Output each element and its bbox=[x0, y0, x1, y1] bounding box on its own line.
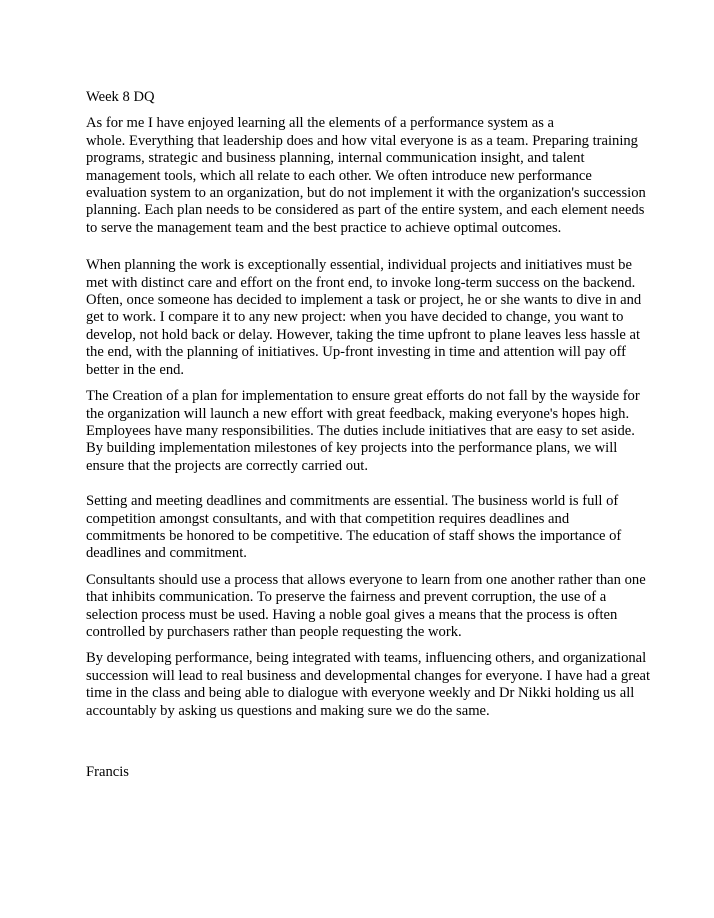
paragraph-2 bbox=[86, 257, 642, 379]
text-line: Often, once someone has decided to implement a task or project, he or she wants to dive in and bbox=[86, 292, 642, 309]
text-line: time in the class and being able to dialogue with everyone weekly and Dr Nikki holding us all bbox=[86, 685, 635, 702]
text-line: controlled by purchasers rather than people requesting the work. bbox=[86, 623, 462, 640]
text-line: succession will lead to real business and developmental changes for everyone. I have had a great bbox=[86, 667, 651, 684]
text-line: By building implementation milestones of key projects into the performance plans, we will bbox=[86, 440, 618, 457]
text-line: that inhibits communication. To preserve the fairness and prevent corruption, the use of a bbox=[86, 589, 607, 606]
text-line: commitments be honored to be competitive. The education of staff shows the importance of bbox=[86, 527, 622, 544]
text-line: whole. Everything that leadership does and how vital everyone is as a team. Preparing training bbox=[86, 132, 638, 149]
text-line: evaluation system to an organization, but do not implement it with the organization's succession bbox=[86, 185, 646, 202]
text-line: When planning the work is exceptionally essential, individual projects and initiatives must be bbox=[86, 257, 632, 274]
text-line: programs, strategic and business planning, internal communication insight, and talent bbox=[86, 150, 585, 167]
text-line: better in the end. bbox=[86, 361, 185, 378]
text-line: the end, with the planning of initiatives. Up-front investing in time and attention will pay off bbox=[86, 344, 627, 361]
text-line: ensure that the projects are correctly carried out. bbox=[86, 457, 369, 474]
text-line: develop, not hold back or delay. However, taking the time upfront to plane leaves less hassle at bbox=[86, 326, 641, 343]
text-line: get to work. I compare it to any new project: when you have decided to change, you want to bbox=[86, 309, 624, 326]
text-line: selection process must be used. Having a noble goal gives a means that the process is often bbox=[86, 606, 618, 623]
paragraph-5 bbox=[86, 571, 646, 642]
signature: Francis bbox=[86, 764, 129, 780]
text-line: to serve the management team and the best practice to achieve optimal outcomes. bbox=[86, 219, 562, 236]
text-line: As for me I have enjoyed learning all the elements of a performance system as a bbox=[86, 115, 555, 132]
text-line: deadlines and commitment. bbox=[86, 545, 247, 562]
text-line: the organization will launch a new effort with great feedback, making everyone's hopes high. bbox=[86, 405, 630, 422]
document-body bbox=[86, 89, 651, 781]
text-line: Setting and meeting deadlines and commitments are essential. The business world is full of bbox=[86, 493, 619, 510]
paragraph-6 bbox=[86, 650, 651, 720]
text-line: accountably by asking us questions and making sure we do the same. bbox=[86, 702, 490, 719]
text-line: By developing performance, being integrated with teams, influencing others, and organizational bbox=[86, 650, 647, 667]
paragraph-3 bbox=[86, 388, 640, 475]
text-line: met with distinct care and effort on the front end, to invoke long-term success on the backend. bbox=[86, 274, 636, 291]
text-line: Employees have many responsibilities. The duties include initiatives that are easy to set aside. bbox=[86, 422, 635, 439]
text-line: Consultants should use a process that allows everyone to learn from one another rather than one bbox=[86, 571, 646, 588]
text-line: The Creation of a plan for implementation to ensure great efforts do not fall by the wayside for bbox=[86, 388, 640, 405]
text-line: planning. Each plan needs to be considered as part of the entire system, and each element needs bbox=[86, 202, 645, 219]
text-line: management tools, which all relate to each other. We often introduce new performance bbox=[86, 167, 592, 184]
paragraph-1 bbox=[86, 115, 646, 237]
document-title: Week 8 DQ bbox=[86, 89, 155, 105]
text-line: competition amongst consultants, and with that competition requires deadlines and bbox=[86, 510, 570, 527]
paragraph-4 bbox=[86, 493, 634, 563]
